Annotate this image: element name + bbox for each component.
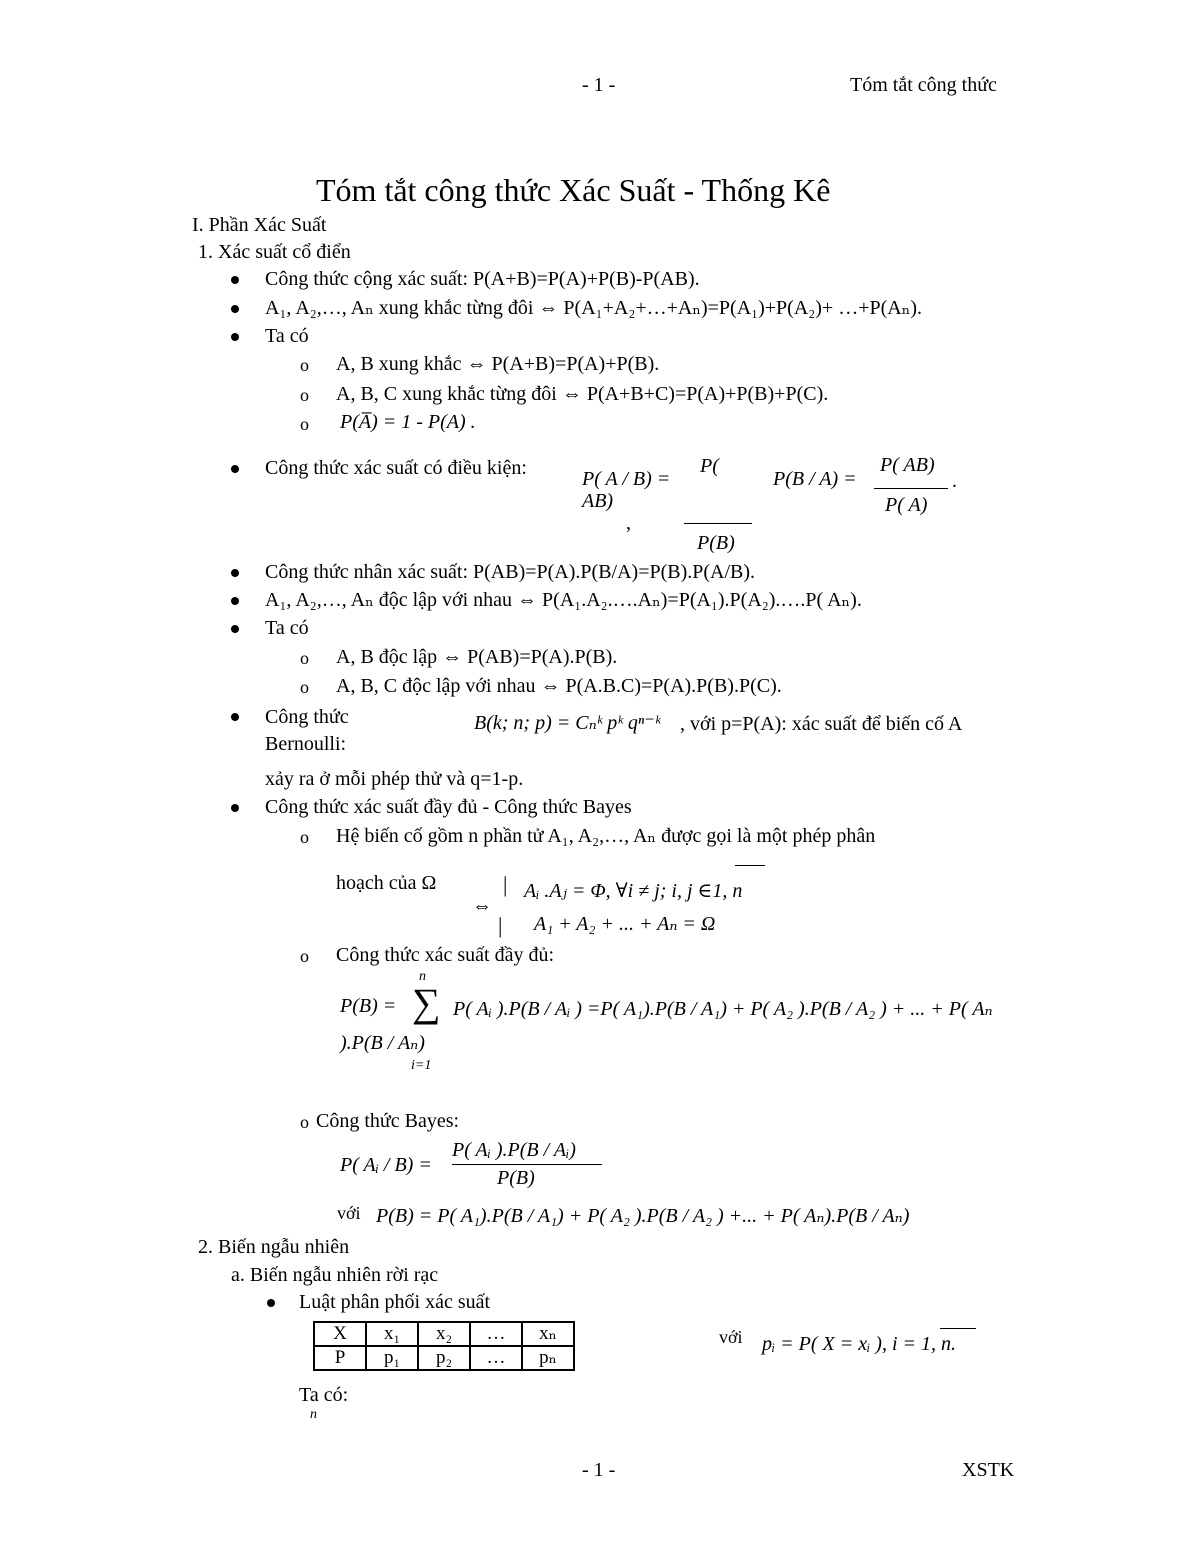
list-item: Công thức xác suất đầy đủ - Công thức Bayes xyxy=(265,796,632,818)
footer-page-number: - 1 - xyxy=(582,1459,616,1481)
circle-bullet-icon: o xyxy=(300,677,309,697)
sum-upper: n xyxy=(419,969,426,984)
circle-bullet-icon: o xyxy=(300,648,309,668)
circle-bullet-icon: o xyxy=(300,385,309,405)
formula-lhs: P(B / A) = xyxy=(773,468,857,490)
formula: B(k; n; p) = Cₙᵏ pᵏ qⁿ⁻ᵏ xyxy=(474,712,661,734)
bullet-icon xyxy=(231,465,239,473)
fraction-bar xyxy=(452,1164,602,1165)
table-cell: xₙ xyxy=(522,1322,574,1346)
list-item: Hệ biến cố gồm n phần tử A₁, A₂,…, Aₙ được gọi là một phép phân xyxy=(336,825,876,847)
with-label: với xyxy=(719,1327,743,1347)
table-cell: pₙ xyxy=(522,1346,574,1370)
sum-upper: n xyxy=(310,1407,317,1422)
table-cell: … xyxy=(470,1322,522,1346)
comma: , xyxy=(626,512,631,534)
circle-bullet-icon: o xyxy=(300,1112,309,1132)
formula-denominator: P(B) xyxy=(697,532,735,554)
formula-denominator: P(B) xyxy=(497,1167,535,1189)
table-cell: … xyxy=(470,1346,522,1370)
section-heading: I. Phần Xác Suất xyxy=(192,214,327,236)
subsection-heading: a. Biến ngẫu nhiên rời rạc xyxy=(231,1264,439,1286)
list-item: Ta có xyxy=(265,325,309,347)
iff-symbol: ⇔ xyxy=(472,895,492,917)
formula: P( Aᵢ ).P(B / Aᵢ ) =P( A₁).P(B / A₁) + P( A₂ ).P(B / A₂ ) + ... + P( Aₙ xyxy=(453,998,993,1020)
list-item: Bernoulli: xyxy=(265,733,347,755)
bullet-icon xyxy=(231,276,239,284)
formula-numerator: AB) xyxy=(582,490,614,512)
list-item: Công thức xác suất đầy đủ: xyxy=(336,944,555,966)
formula-lhs: P(B) = xyxy=(340,995,397,1017)
sum-lower: i=1 xyxy=(411,1058,432,1073)
circle-bullet-icon: o xyxy=(300,355,309,375)
with-label: với xyxy=(337,1203,361,1223)
circle-bullet-icon: o xyxy=(300,827,309,847)
brace: | xyxy=(498,913,503,938)
bullet-icon xyxy=(231,597,239,605)
formula: P(A̅) = 1 - P(A) . xyxy=(340,411,476,433)
bullet-icon xyxy=(231,713,239,721)
table-cell: P xyxy=(314,1346,366,1370)
formula: pᵢ = P( X = xᵢ ), i = 1, n. xyxy=(762,1333,957,1355)
list-item: A, B xung khắc ⇔ P(A+B)=P(A)+P(B). xyxy=(336,353,660,375)
page-title: Tóm tắt công thức Xác Suất - Thống Kê xyxy=(316,172,831,208)
overline xyxy=(735,865,765,866)
bullet-icon xyxy=(231,625,239,633)
formula-numerator: P( AB) xyxy=(880,454,935,476)
bullet-icon xyxy=(231,569,239,577)
list-item: , với p=P(A): xác suất để biến cố A xyxy=(680,713,963,735)
list-item: Công thức xyxy=(265,706,349,728)
period: . xyxy=(952,470,957,492)
table-cell: X xyxy=(314,1322,366,1346)
header-right-text: Tóm tắt công thức xyxy=(850,74,997,96)
table-row xyxy=(314,1322,574,1346)
formula-numerator: P( Aᵢ ).P(B / Aᵢ) xyxy=(452,1139,576,1161)
list-item: Ta có: xyxy=(299,1384,349,1406)
table-row xyxy=(314,1346,574,1370)
bullet-icon xyxy=(267,1299,275,1307)
list-item: A₁, A₂,…, Aₙ độc lập với nhau ⇔ P(A₁.A₂.….Aₙ)=P(A₁).P(A₂).….P( Aₙ). xyxy=(265,589,862,611)
sigma-symbol: ∑ xyxy=(412,980,441,1025)
list-item: Công thức xác suất có điều kiện: xyxy=(265,457,527,479)
circle-bullet-icon: o xyxy=(300,946,309,966)
footer-right-text: XSTK xyxy=(962,1459,1015,1481)
table-cell: x₂ xyxy=(418,1322,470,1346)
list-item: xảy ra ở mỗi phép thử và q=1-p. xyxy=(265,768,524,790)
list-item: Luật phân phối xác suất xyxy=(299,1291,491,1313)
header-page-number: - 1 - xyxy=(582,74,616,96)
formula: ).P(B / Aₙ) xyxy=(340,1032,425,1054)
fraction-bar xyxy=(874,488,948,489)
list-item: Công thức Bayes: xyxy=(316,1110,460,1132)
distribution-table xyxy=(313,1321,575,1371)
brace: | xyxy=(503,872,508,897)
list-item: A, B, C độc lập với nhau ⇔ P(A.B.C)=P(A).P(B).P(C). xyxy=(336,675,782,697)
fraction-bar xyxy=(684,523,752,524)
formula-lhs: P( Aᵢ / B) = xyxy=(340,1154,432,1176)
bullet-icon xyxy=(231,333,239,341)
formula: Aᵢ .Aⱼ = Φ, ∀i ≠ j; i, j ∈1, n xyxy=(524,880,743,902)
bullet-icon xyxy=(231,305,239,313)
table-cell: p₁ xyxy=(366,1346,418,1370)
list-item: Công thức cộng xác suất: P(A+B)=P(A)+P(B)-P(AB). xyxy=(265,268,700,290)
list-item: hoạch của Ω xyxy=(336,872,437,894)
list-item: A₁, A₂,…, Aₙ xung khắc từng đôi ⇔ P(A₁+A₂+…+Aₙ)=P(A₁)+P(A₂)+ …+P(Aₙ). xyxy=(265,297,923,319)
formula: P(B) = P( A₁).P(B / A₁) + P( A₂ ).P(B / A₂ ) +... + P( Aₙ).P(B / Aₙ) xyxy=(376,1205,910,1227)
list-item: Công thức nhân xác suất: P(AB)=P(A).P(B/A)=P(B).P(A/B). xyxy=(265,561,756,583)
formula: A₁ + A₂ + ... + Aₙ = Ω xyxy=(534,913,716,935)
formula-numerator: P( xyxy=(700,455,719,477)
table-cell: x₁ xyxy=(366,1322,418,1346)
circle-bullet-icon: o xyxy=(300,414,309,434)
list-item: A, B, C xung khắc từng đôi ⇔ P(A+B+C)=P(A)+P(B)+P(C). xyxy=(336,383,829,405)
formula-denominator: P( A) xyxy=(885,494,928,516)
subsection-heading: 2. Biến ngẫu nhiên xyxy=(198,1236,350,1258)
subsection-heading: 1. Xác suất cổ điển xyxy=(198,241,351,263)
table-cell: p₂ xyxy=(418,1346,470,1370)
bullet-icon xyxy=(231,804,239,812)
list-item: Ta có xyxy=(265,617,309,639)
list-item: A, B độc lập ⇔ P(AB)=P(A).P(B). xyxy=(336,646,618,668)
formula-lhs: P( A / B) = xyxy=(582,468,671,490)
overline xyxy=(940,1328,976,1329)
